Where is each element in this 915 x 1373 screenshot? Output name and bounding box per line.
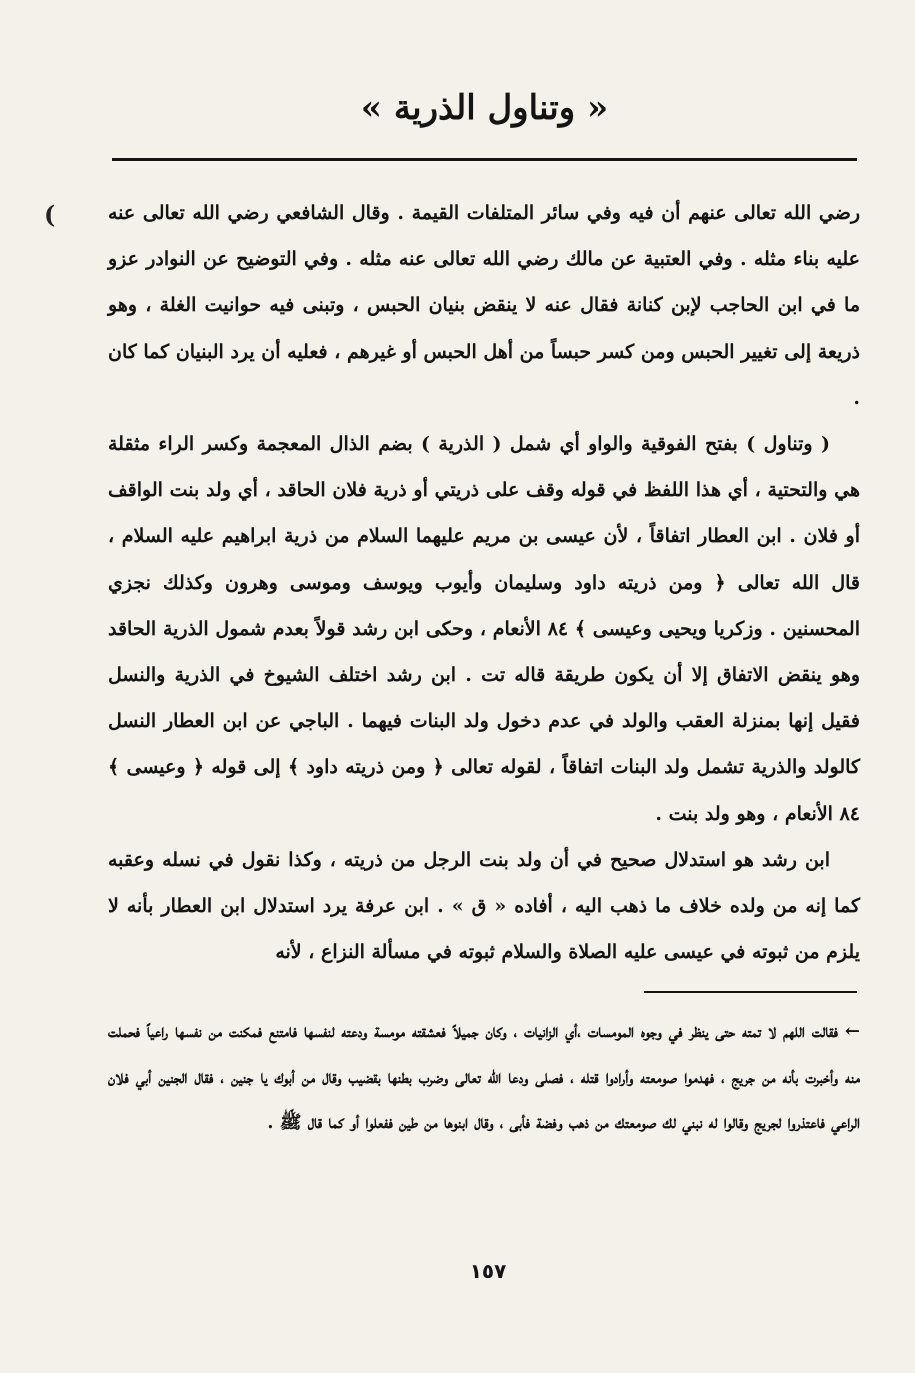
footnote-rule [644, 991, 857, 993]
running-header: « وتناول الذرية » [360, 88, 609, 128]
paragraph-3: ابن رشد هو استدلال صحيح في أن ولد بنت الرجل من ذريته ، وكذا نقول في نسله وعقبه كما إنه من ولده خلاف ما ذهب اليه ، أفاده « ق » . ابن عرفة يرد استدلال ابن العطار بأنه لا يلزم من ثبوته في عيسى عليه الصلاة والسلام ثبوته في مسألة النزاع ، لأنه [108, 848, 860, 964]
footnote [108, 1009, 860, 1146]
footnote-text: ← فقالت اللهم لا تمته حتى ينظر في وجوه المومسات ،أي الزانيات ، وكان جميلاً فعشقته مومسة ودعته لنفسها فامتنع فمكنت من نفسها راعياً فحملت منه وأخبرت بأنه من جريج ، فهدموا صومعته وأرادوا قتله ، فصلى ودعا الله تعالى وضرب بطنها بقضيب وقال من أبوك يا جنين ، فقال الجنين أبي فلان الراعي فاعتذروا لجريج وقالوا له نبني لك صومعتك من ذهب وفضة فأبى ، وقال ابنوها من طين ففعلوا أو كما قال ﷺ . [108, 1021, 860, 1133]
paragraph-1: رضي الله تعالى عنهم أن فيه وفي سائر المتلفات القيمة . وقال الشافعي رضي الله تعالى عنه عليه بناء مثله . وفي العتبية عن مالك رضي الله تعالى عنه مثله . وفي التوضيح عن النوادر عزو ما في ابن الحاجب لإبن كنانة فقال عنه لا ينقض بنيان الحبس ، وتبنى فيه حوانيت الغلة ، وهو ذريعة إلى تغيير الحبس ومن كسر حبساً من أهل الحبس أو غيرهم ، فعليه أن يرد البنيان كما كان . [107, 202, 860, 409]
margin-bracket-mark: ( [44, 200, 56, 229]
main-text [108, 190, 860, 975]
header-rule [112, 158, 857, 161]
page-number: ١٥٧ [469, 1259, 507, 1283]
paragraph-2: ( وتناول ) بفتح الفوقية والواو أي شمل ( الذرية ) بضم الذال المعجمة وكسر الراء مثقلة هي والتحتية ، أي هذا اللفظ في قوله وقف على ذريتي أو ذرية فلان الحاقد ، أي ولد بنت الواقف أو فلان . ابن العطار اتفاقاً ، لأن عيسى بن مريم عليهما السلام من ذرية ابراهيم عليه السلام ، قال الله تعالى ﴿ ومن ذريته داود وسليمان وأيوب ويوسف وموسى وهرون وكذلك نجزي المحسنين . وزكريا ويحيى وعيسى ﴾ ٨٤ الأنعام ، وحكى ابن رشد قولاً بعدم شمول الذرية الحاقد وهو ينقض الاتفاق إلا أن يكون طريقة قاله تت . ابن رشد اختلف الشيوخ في الذرية والنسل فقيل إنها بمنزلة العقب والولد في عدم دخول ولد البنات فيهما . الباجي عن ابن العطار النسل كالولد والذرية تشمل ولد البنات اتفاقاً ، لقوله تعالى ﴿ ومن ذريته داود ﴾ إلى قوله ﴿ وعيسى ﴾ ٨٤ الأنعام ، وهو ولد بنت . [108, 433, 860, 825]
